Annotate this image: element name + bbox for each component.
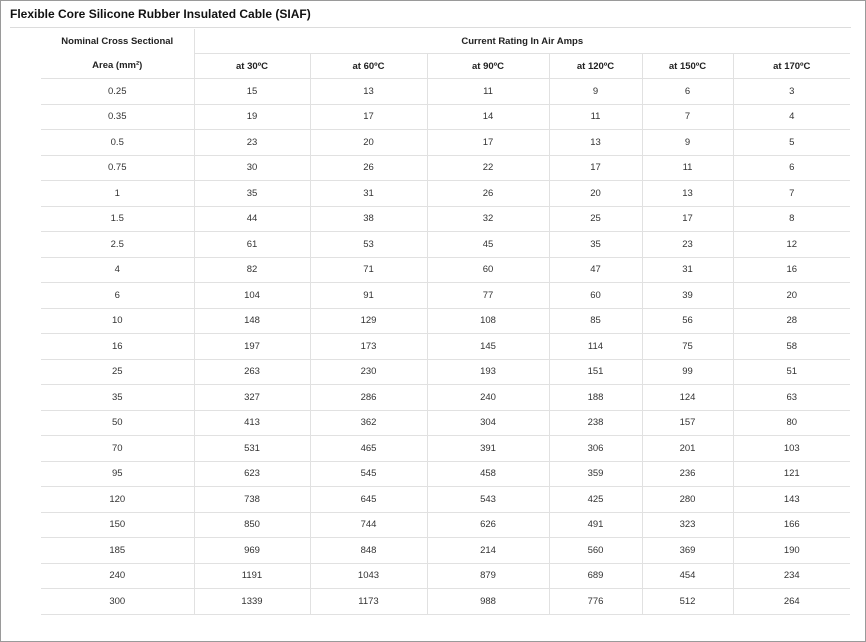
area-cell: 10 — [41, 308, 194, 334]
rating-30-cell: 1339 — [194, 589, 310, 615]
rating-150-cell: 7 — [642, 104, 733, 130]
area-cell: 185 — [41, 538, 194, 564]
rating-170-cell: 3 — [733, 79, 850, 105]
rating-30-cell: 623 — [194, 461, 310, 487]
table-row — [41, 538, 850, 564]
rating-170-cell: 20 — [733, 283, 850, 309]
rating-120-cell: 114 — [549, 334, 642, 360]
rating-90-cell: 879 — [427, 563, 549, 589]
area-cell: 0.75 — [41, 155, 194, 181]
rating-120-cell: 20 — [549, 181, 642, 207]
rating-150-cell: 99 — [642, 359, 733, 385]
area-cell: 4 — [41, 257, 194, 283]
rating-60-cell: 26 — [310, 155, 427, 181]
rating-120-cell: 238 — [549, 410, 642, 436]
rating-120-cell: 85 — [549, 308, 642, 334]
rating-60-cell: 645 — [310, 487, 427, 513]
rating-120-cell: 689 — [549, 563, 642, 589]
table-row — [41, 359, 850, 385]
rating-120-cell: 188 — [549, 385, 642, 411]
rating-90-cell: 458 — [427, 461, 549, 487]
rating-60-cell: 1043 — [310, 563, 427, 589]
rating-60-cell: 230 — [310, 359, 427, 385]
rating-30-cell: 738 — [194, 487, 310, 513]
rating-90-cell: 60 — [427, 257, 549, 283]
rating-90-cell: 240 — [427, 385, 549, 411]
rating-30-cell: 44 — [194, 206, 310, 232]
area-cell: 35 — [41, 385, 194, 411]
rating-90-cell: 214 — [427, 538, 549, 564]
rating-150-cell: 56 — [642, 308, 733, 334]
table-row — [41, 563, 850, 589]
rating-30-cell: 327 — [194, 385, 310, 411]
table-row — [41, 308, 850, 334]
rating-60-cell: 53 — [310, 232, 427, 258]
rating-30-cell: 1191 — [194, 563, 310, 589]
rating-30-cell: 197 — [194, 334, 310, 360]
area-header-top: Nominal Cross Sectional — [61, 35, 174, 47]
rating-60-cell: 362 — [310, 410, 427, 436]
rating-120-cell: 491 — [549, 512, 642, 538]
table-row — [41, 155, 850, 181]
rating-90-cell: 45 — [427, 232, 549, 258]
temp-header-170: at 170ºC — [733, 54, 850, 79]
area-cell: 50 — [41, 410, 194, 436]
rating-150-cell: 13 — [642, 181, 733, 207]
rating-30-cell: 15 — [194, 79, 310, 105]
temp-header-90: at 90ºC — [427, 54, 549, 79]
rating-170-cell: 5 — [733, 130, 850, 156]
rating-30-cell: 82 — [194, 257, 310, 283]
rating-150-cell: 201 — [642, 436, 733, 462]
rating-90-cell: 22 — [427, 155, 549, 181]
table-row — [41, 206, 850, 232]
rating-90-cell: 14 — [427, 104, 549, 130]
rating-30-cell: 104 — [194, 283, 310, 309]
rating-60-cell: 1173 — [310, 589, 427, 615]
rating-90-cell: 77 — [427, 283, 549, 309]
rating-60-cell: 13 — [310, 79, 427, 105]
rating-90-cell: 145 — [427, 334, 549, 360]
area-cell: 300 — [41, 589, 194, 615]
rating-150-cell: 454 — [642, 563, 733, 589]
rating-170-cell: 16 — [733, 257, 850, 283]
table-row — [41, 512, 850, 538]
area-cell: 6 — [41, 283, 194, 309]
rating-170-cell: 4 — [733, 104, 850, 130]
area-cell: 0.5 — [41, 130, 194, 156]
header-row-bottom — [41, 54, 850, 79]
rating-170-cell: 28 — [733, 308, 850, 334]
rating-30-cell: 61 — [194, 232, 310, 258]
table-row — [41, 385, 850, 411]
rating-170-cell: 63 — [733, 385, 850, 411]
title-divider — [10, 27, 851, 28]
rating-170-cell: 12 — [733, 232, 850, 258]
table-row — [41, 410, 850, 436]
table-row — [41, 104, 850, 130]
rating-120-cell: 35 — [549, 232, 642, 258]
rating-90-cell: 193 — [427, 359, 549, 385]
area-cell: 16 — [41, 334, 194, 360]
rating-90-cell: 543 — [427, 487, 549, 513]
current-rating-table — [41, 29, 850, 615]
rating-30-cell: 850 — [194, 512, 310, 538]
rating-60-cell: 465 — [310, 436, 427, 462]
rating-170-cell: 103 — [733, 436, 850, 462]
rating-90-cell: 11 — [427, 79, 549, 105]
rating-150-cell: 9 — [642, 130, 733, 156]
current-rating-group-header: Current Rating In Air Amps — [194, 29, 850, 54]
area-cell: 0.25 — [41, 79, 194, 105]
header-row-top — [41, 29, 850, 54]
rating-170-cell: 166 — [733, 512, 850, 538]
rating-150-cell: 39 — [642, 283, 733, 309]
rating-150-cell: 124 — [642, 385, 733, 411]
temp-header-150: at 150ºC — [642, 54, 733, 79]
rating-150-cell: 23 — [642, 232, 733, 258]
rating-60-cell: 545 — [310, 461, 427, 487]
rating-60-cell: 17 — [310, 104, 427, 130]
rating-90-cell: 391 — [427, 436, 549, 462]
table-row — [41, 487, 850, 513]
rating-120-cell: 47 — [549, 257, 642, 283]
rating-120-cell: 151 — [549, 359, 642, 385]
rating-90-cell: 26 — [427, 181, 549, 207]
rating-90-cell: 17 — [427, 130, 549, 156]
rating-60-cell: 31 — [310, 181, 427, 207]
rating-60-cell: 20 — [310, 130, 427, 156]
area-cell: 2.5 — [41, 232, 194, 258]
document-title: Flexible Core Silicone Rubber Insulated Cable (SIAF) — [10, 7, 311, 21]
rating-120-cell: 17 — [549, 155, 642, 181]
rating-150-cell: 369 — [642, 538, 733, 564]
rating-170-cell: 6 — [733, 155, 850, 181]
rating-170-cell: 80 — [733, 410, 850, 436]
rating-120-cell: 425 — [549, 487, 642, 513]
rating-170-cell: 7 — [733, 181, 850, 207]
area-cell: 25 — [41, 359, 194, 385]
rating-170-cell: 143 — [733, 487, 850, 513]
rating-120-cell: 13 — [549, 130, 642, 156]
rating-150-cell: 157 — [642, 410, 733, 436]
rating-30-cell: 19 — [194, 104, 310, 130]
temp-header-30: at 30ºC — [194, 54, 310, 79]
rating-120-cell: 306 — [549, 436, 642, 462]
rating-120-cell: 359 — [549, 461, 642, 487]
rating-170-cell: 121 — [733, 461, 850, 487]
table-row — [41, 232, 850, 258]
rating-60-cell: 173 — [310, 334, 427, 360]
rating-90-cell: 304 — [427, 410, 549, 436]
table-row — [41, 334, 850, 360]
area-cell: 95 — [41, 461, 194, 487]
area-cell: 150 — [41, 512, 194, 538]
rating-120-cell: 11 — [549, 104, 642, 130]
rating-150-cell: 6 — [642, 79, 733, 105]
rating-150-cell: 512 — [642, 589, 733, 615]
area-cell: 120 — [41, 487, 194, 513]
area-cell: 1.5 — [41, 206, 194, 232]
table-row — [41, 79, 850, 105]
rating-170-cell: 190 — [733, 538, 850, 564]
rating-90-cell: 626 — [427, 512, 549, 538]
rating-60-cell: 848 — [310, 538, 427, 564]
table-row — [41, 589, 850, 615]
table-row — [41, 283, 850, 309]
table-row — [41, 257, 850, 283]
area-cell: 0.35 — [41, 104, 194, 130]
temp-header-120: at 120ºC — [549, 54, 642, 79]
rating-60-cell: 286 — [310, 385, 427, 411]
rating-30-cell: 35 — [194, 181, 310, 207]
rating-90-cell: 108 — [427, 308, 549, 334]
rating-30-cell: 148 — [194, 308, 310, 334]
rating-150-cell: 31 — [642, 257, 733, 283]
rating-170-cell: 58 — [733, 334, 850, 360]
rating-30-cell: 30 — [194, 155, 310, 181]
rating-150-cell: 17 — [642, 206, 733, 232]
rating-30-cell: 531 — [194, 436, 310, 462]
area-header-bottom: Area (mm²) — [41, 54, 194, 79]
rating-150-cell: 280 — [642, 487, 733, 513]
rating-120-cell: 560 — [549, 538, 642, 564]
rating-120-cell: 25 — [549, 206, 642, 232]
rating-150-cell: 236 — [642, 461, 733, 487]
rating-150-cell: 323 — [642, 512, 733, 538]
table-row — [41, 130, 850, 156]
rating-170-cell: 51 — [733, 359, 850, 385]
rating-90-cell: 32 — [427, 206, 549, 232]
rating-60-cell: 744 — [310, 512, 427, 538]
rating-150-cell: 11 — [642, 155, 733, 181]
rating-60-cell: 129 — [310, 308, 427, 334]
temp-header-60: at 60ºC — [310, 54, 427, 79]
rating-120-cell: 776 — [549, 589, 642, 615]
rating-60-cell: 38 — [310, 206, 427, 232]
table-row — [41, 181, 850, 207]
rating-30-cell: 969 — [194, 538, 310, 564]
rating-120-cell: 60 — [549, 283, 642, 309]
area-cell: 70 — [41, 436, 194, 462]
rating-120-cell: 9 — [549, 79, 642, 105]
rating-170-cell: 8 — [733, 206, 850, 232]
area-cell: 240 — [41, 563, 194, 589]
table-body — [41, 79, 850, 615]
rating-30-cell: 263 — [194, 359, 310, 385]
rating-170-cell: 234 — [733, 563, 850, 589]
rating-30-cell: 23 — [194, 130, 310, 156]
rating-90-cell: 988 — [427, 589, 549, 615]
table-row — [41, 461, 850, 487]
rating-60-cell: 71 — [310, 257, 427, 283]
rating-150-cell: 75 — [642, 334, 733, 360]
table-row — [41, 436, 850, 462]
area-cell: 1 — [41, 181, 194, 207]
rating-60-cell: 91 — [310, 283, 427, 309]
rating-170-cell: 264 — [733, 589, 850, 615]
rating-30-cell: 413 — [194, 410, 310, 436]
